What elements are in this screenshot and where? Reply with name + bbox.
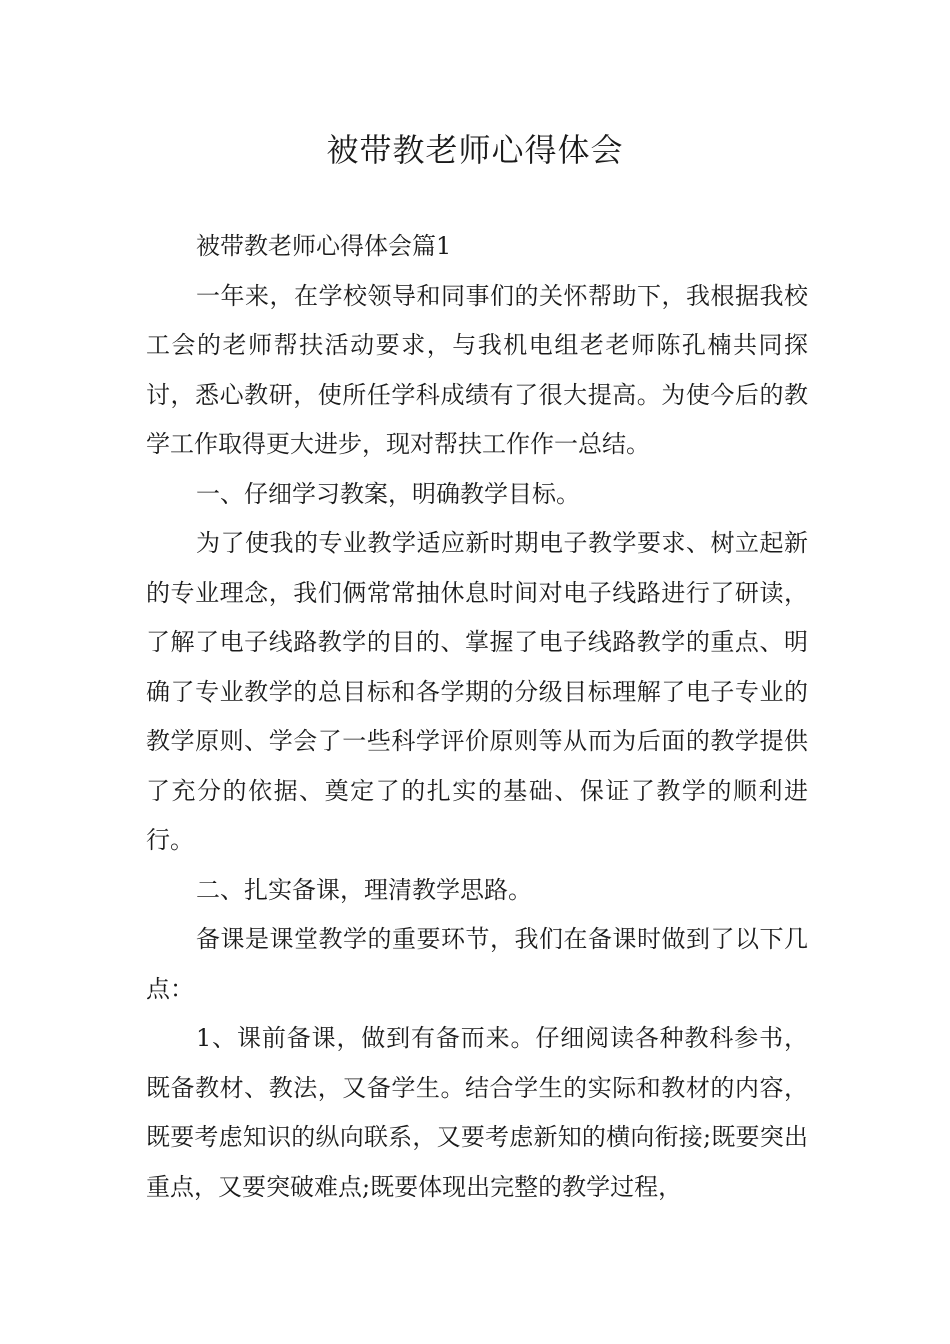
document-title: 被带教老师心得体会: [326, 131, 624, 169]
paragraph-heading-1: 一、仔细学习教案，明确教学目标。: [196, 479, 580, 508]
paragraph-heading-2: 二、扎实备课，理清教学思路。: [196, 875, 532, 904]
paragraph-prep: 备课是课堂教学的重要环节，我们在备课时做到了以下几点：: [146, 925, 808, 1003]
paragraph-item-1: 1、课前备课，做到有备而来。仔细阅读各种教科参书，既备教材、教法，又备学生。结合学生的实际和教材的内容，既要考虑知识的纵向联系，又要考虑新知的横向衔接;既要突出重点，又要突破难点;既要体现出完整的教学过程，: [146, 1024, 808, 1201]
paragraph-study: 为了使我的专业教学适应新时期电子教学要求、树立起新的专业理念，我们俩常常抽休息时间对电子线路进行了研读，了解了电子线路教学的目的、掌握了电子线路教学的重点、明确了专业教学的总目标和各学期的分级目标理解了电子专业的教学原则、学会了一些科学评价原则等从而为后面的教学提供了充分的依据、奠定了的扎实的基础、保证了教学的顺利进行。: [146, 529, 808, 854]
paragraph-section-heading: 被带教老师心得体会篇1: [196, 232, 452, 260]
document-body: [146, 222, 808, 1212]
paragraph-intro: 一年来，在学校领导和同事们的关怀帮助下，我根据我校工会的老师帮扶活动要求，与我机电组老老师陈孔楠共同探讨，悉心教研，使所任学科成绩有了很大提高。为使今后的教学工作取得更大进步，现对帮扶工作作一总结。: [146, 281, 808, 458]
